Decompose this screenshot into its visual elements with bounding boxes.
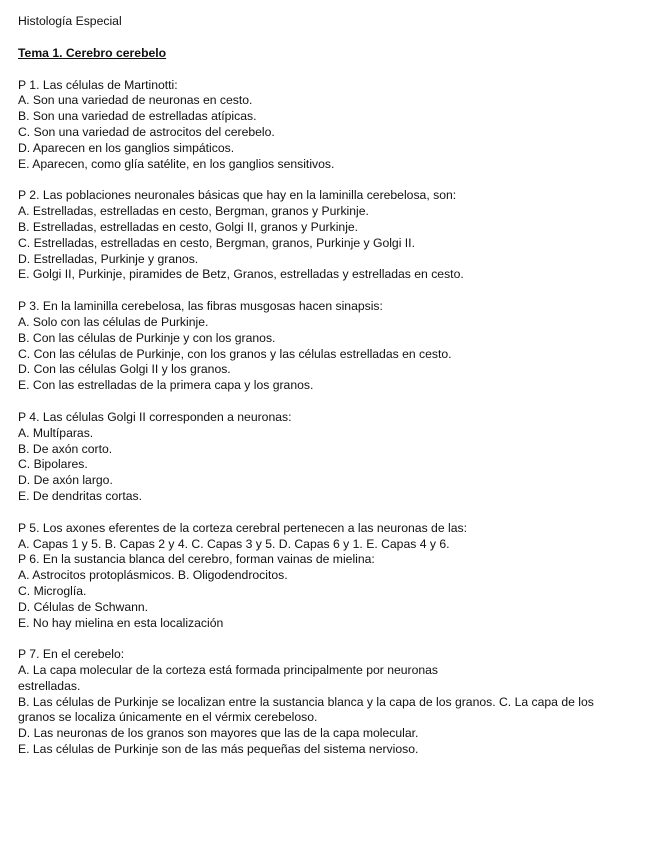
- question-prompt: P 3. En la laminilla cerebelosa, las fibras musgosas hacen sinapsis:: [18, 299, 383, 314]
- document-page: [18, 14, 630, 774]
- option-e: E. Aparecen, como glía satélite, en los ganglios sensitivos.: [18, 156, 335, 171]
- question-prompt: P 2. Las poblaciones neuronales básicas que hay en la laminilla cerebelosa, son:: [18, 188, 457, 203]
- option-b: B. Estrelladas, estrelladas en cesto, Golgi II, granos y Purkinje.: [18, 219, 359, 234]
- option-d: D. Aparecen en los ganglios simpáticos.: [18, 140, 235, 155]
- question-prompt: P 1. Las células de Martinotti:: [18, 77, 178, 92]
- question-prompt: P 6. En la sustancia blanca del cerebro, forman vainas de mielina:: [18, 552, 375, 567]
- option-e: E. De dendritas cortas.: [18, 488, 142, 503]
- option-c: C. Estrelladas, estrelladas en cesto, Bergman, granos, Purkinje y Golgi II.: [18, 235, 415, 250]
- option-d: D. Las neuronas de los granos son mayores que las de la capa molecular.: [18, 726, 419, 741]
- option-a: A. La capa molecular de la corteza está formada principalmente por neuronas: [18, 663, 439, 678]
- option-a: A. Solo con las células de Purkinje.: [18, 314, 209, 329]
- option-d: D. De axón largo.: [18, 473, 113, 488]
- question-prompt: P 5. Los axones eferentes de la corteza cerebral pertenecen a las neuronas de las:: [18, 520, 467, 535]
- question-6: [18, 552, 630, 631]
- option-e: E. No hay mielina en esta localización: [18, 615, 224, 630]
- option-e: E. Golgi II, Purkinje, piramides de Betz, Granos, estrelladas y estrelladas en cesto.: [18, 267, 464, 282]
- option-c: C. Son una variedad de astrocitos del cerebelo.: [18, 124, 275, 139]
- option-a: A. Estrelladas, estrelladas en cesto, Bergman, granos y Purkinje.: [18, 204, 369, 219]
- option-c: C. Microglía.: [18, 583, 87, 598]
- question-7: [18, 647, 630, 758]
- options-inline: A. Capas 1 y 5. B. Capas 2 y 4. C. Capas 3 y 5. D. Capas 6 y 1. E. Capas 4 y 6.: [18, 536, 450, 551]
- option-e: E. Las células de Purkinje son de las más pequeñas del sistema nervioso.: [18, 742, 419, 757]
- question-3: [18, 299, 630, 394]
- topic-title: Tema 1. Cerebro cerebelo: [18, 45, 167, 60]
- option-a-continuation: estrelladas.: [18, 678, 81, 693]
- question-4: [18, 410, 630, 505]
- option-b: B. De axón corto.: [18, 441, 113, 456]
- option-d: D. Células de Schwann.: [18, 599, 149, 614]
- option-a-b: A. Astrocitos protoplásmicos. B. Oligodendrocitos.: [18, 568, 288, 583]
- option-d: D. Estrelladas, Purkinje y granos.: [18, 251, 199, 266]
- document-header: Histología Especial: [18, 14, 122, 28]
- option-c: C. Bipolares.: [18, 457, 88, 472]
- option-b: B. Con las células de Purkinje y con los granos.: [18, 330, 276, 345]
- question-1: [18, 78, 630, 173]
- option-b: B. Son una variedad de estrelladas atípicas.: [18, 109, 257, 124]
- option-e: E. Con las estrelladas de la primera capa y los granos.: [18, 378, 314, 393]
- option-a: A. Multíparas.: [18, 425, 94, 440]
- option-c: C. Con las células de Purkinje, con los granos y las células estrelladas en cesto.: [18, 346, 452, 361]
- question-prompt: P 7. En el cerebelo:: [18, 647, 125, 662]
- question-5: [18, 521, 630, 553]
- option-a: A. Son una variedad de neuronas en cesto.: [18, 93, 253, 108]
- option-d: D. Con las células Golgi II y los granos.: [18, 362, 231, 377]
- option-b-c: B. Las células de Purkinje se localizan entre la sustancia blanca y la capa de los granos. C. La capa de los granos se localiza únicamente en el vérmix cerebeloso.: [18, 694, 594, 725]
- question-2: [18, 188, 630, 283]
- question-prompt: P 4. Las células Golgi II corresponden a neuronas:: [18, 409, 292, 424]
